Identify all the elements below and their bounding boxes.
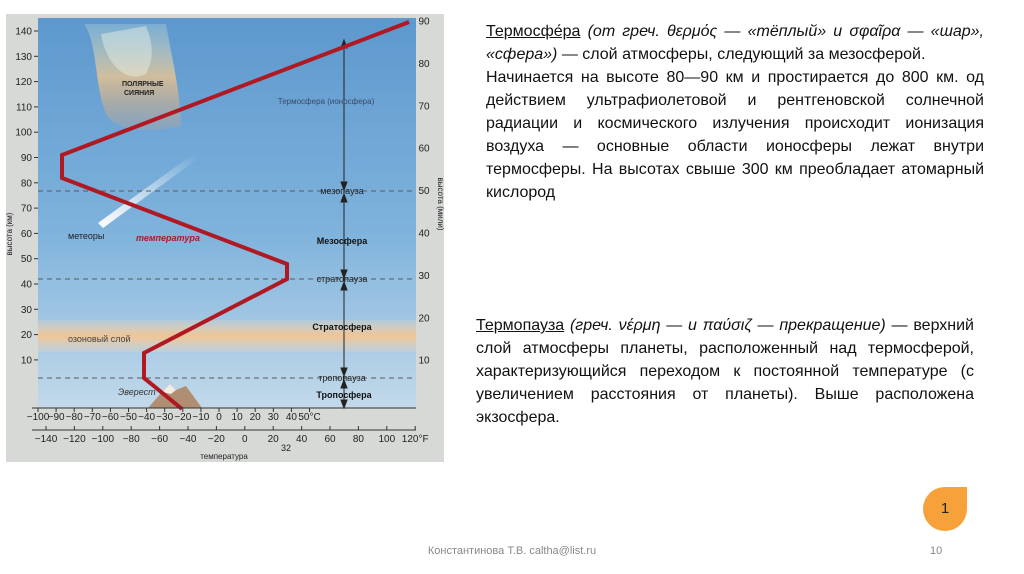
km-tick-label: 90 (20, 153, 32, 164)
fahrenheit-tick-label: 0 (242, 434, 248, 445)
km-tick-label: 60 (20, 228, 32, 240)
km-tick-label: 10 (20, 355, 32, 367)
celsius-tick-label: −20 (174, 412, 192, 423)
mile-tick-label: 30 (418, 270, 430, 282)
stratopause-label: стратопауза (316, 274, 368, 284)
km-tick-label: 100 (15, 127, 32, 139)
mile-tick-label: 10 (418, 355, 430, 367)
aurora-label-line1: ПОЛЯРНЫЕ (122, 81, 164, 88)
mile-tick-label: 50 (418, 186, 430, 198)
fahrenheit-tick-label: 100 (378, 434, 396, 445)
thermosphere-paragraph: Начинается на высоте 80—90 км и простирается до 800 км. од действием ультрафиолетовой и рентгеновской солнечной радиации и космического излучения происходит ионизация воздуха — основные области ионосферы лежат внутри термосферы. На высотах свыше 300 км преобладает атомарный кислород (486, 69, 984, 201)
fahrenheit-tick-label: −40 (179, 434, 197, 445)
mile-tick-label: 80 (418, 58, 430, 70)
mile-tick-label: 60 (418, 143, 430, 155)
mesosphere-label: Мезосфера (316, 236, 368, 246)
mile-tick-label: 70 (418, 101, 430, 113)
everest-label: Эверест (118, 387, 156, 397)
mesopause-label: мезопауза (320, 186, 364, 196)
mile-tick-label: 20 (418, 313, 430, 325)
km-tick-label: 80 (20, 178, 32, 190)
celsius-tick-label: −60 (101, 412, 119, 423)
celsius-tick-label: −100 (26, 412, 50, 423)
celsius-tick-label: 50°C (298, 412, 321, 423)
mile-axis (418, 17, 430, 367)
thermopause-term: Термопауза (476, 317, 565, 334)
km-tick-label: 40 (20, 279, 32, 291)
thermosphere-definition-text: — слой атмосферы, следующий за мезосферой. (557, 46, 926, 63)
thermosphere-term: Термосфе́ра (486, 23, 581, 40)
celsius-tick-label: 20 (249, 412, 261, 423)
thermopause-description (476, 314, 974, 429)
km-tick-label: 70 (20, 203, 32, 215)
fahrenheit-tick-label: 40 (296, 434, 308, 445)
celsius-tick-label: 30 (267, 412, 279, 423)
right-axis-title: высота (мили) (436, 177, 445, 231)
celsius-tick-label: 0 (216, 412, 222, 423)
badge-number: 1 (940, 500, 950, 517)
fahrenheit-tick-label: 60 (324, 434, 336, 445)
thermosphere-label: Термосфера (ионосфера) (277, 97, 375, 106)
page-number: 10 (930, 545, 943, 557)
fahrenheit-tick-label: 20 (267, 434, 279, 445)
celsius-tick-label: 40 (285, 412, 297, 423)
km-tick-label: 50 (20, 254, 32, 266)
aurora-label-line2: СИЯНИЯ (124, 90, 155, 97)
thermosphere-etymology: (от греч. θερμός — «тёплый» и σφαῖρα — «шар», «сфера») (486, 23, 984, 63)
meteors-label: метеоры (68, 231, 105, 241)
celsius-tick-label: −30 (156, 412, 174, 423)
thermopause-etymology: (греч. νέρμη — и παύσιζ — прекращение) (564, 317, 886, 334)
thermopause-definition-text: — верхний слой атмосферы планеты, расположенный над термосферой, характеризующийся переходом к постоянной температуре (с увеличением расстояния от планеты). Выше расположена экзосфера. (476, 317, 974, 426)
fahrenheit-tick-label: 80 (352, 434, 364, 445)
ozone-label: озоновый слой (68, 334, 131, 344)
fahrenheit-tick-label: −100 (91, 434, 115, 445)
temperature-label: температура (136, 233, 200, 243)
fahrenheit-32-label: 32 (280, 443, 292, 453)
celsius-tick-label: −80 (65, 412, 83, 423)
celsius-tick-label: −40 (138, 412, 156, 423)
km-tick-label: 30 (20, 304, 32, 316)
thermopause-definition (476, 314, 974, 429)
km-tick-label: 20 (20, 330, 32, 342)
fahrenheit-tick-label: −80 (122, 434, 140, 445)
km-tick-label: 140 (15, 26, 32, 38)
fahrenheit-tick-label: −20 (207, 434, 225, 445)
troposphere-label: Тропосфера (316, 390, 372, 400)
km-tick-label: 130 (15, 51, 32, 63)
fahrenheit-tick-label: 120°F (401, 434, 429, 445)
celsius-tick-label: −10 (192, 412, 210, 423)
left-axis-title: высота (км) (5, 212, 14, 256)
fahrenheit-tick-label: −120 (63, 434, 86, 445)
celsius-tick-label: 10 (231, 412, 243, 423)
thermosphere-definition (486, 20, 984, 66)
thermosphere-description (486, 20, 984, 204)
km-tick-label: 110 (16, 102, 32, 114)
mile-tick-label: 40 (418, 228, 430, 240)
stratosphere-label: Стратосфера (312, 322, 372, 332)
km-tick-label: 120 (15, 77, 32, 89)
mile-tick-label: 90 (418, 16, 430, 28)
celsius-tick-label: −70 (83, 412, 101, 423)
bottom-axis-title: температура (200, 452, 248, 461)
atmosphere-diagram (6, 14, 444, 462)
celsius-tick-label: −90 (47, 412, 65, 423)
fahrenheit-tick-label: −140 (34, 434, 58, 445)
celsius-tick-label: −50 (120, 412, 137, 423)
footer-author: Константинова Т.В. caltha@list.ru (427, 545, 597, 557)
fahrenheit-tick-label: −60 (151, 434, 169, 445)
tropopause-label: тропопауза (318, 373, 366, 383)
